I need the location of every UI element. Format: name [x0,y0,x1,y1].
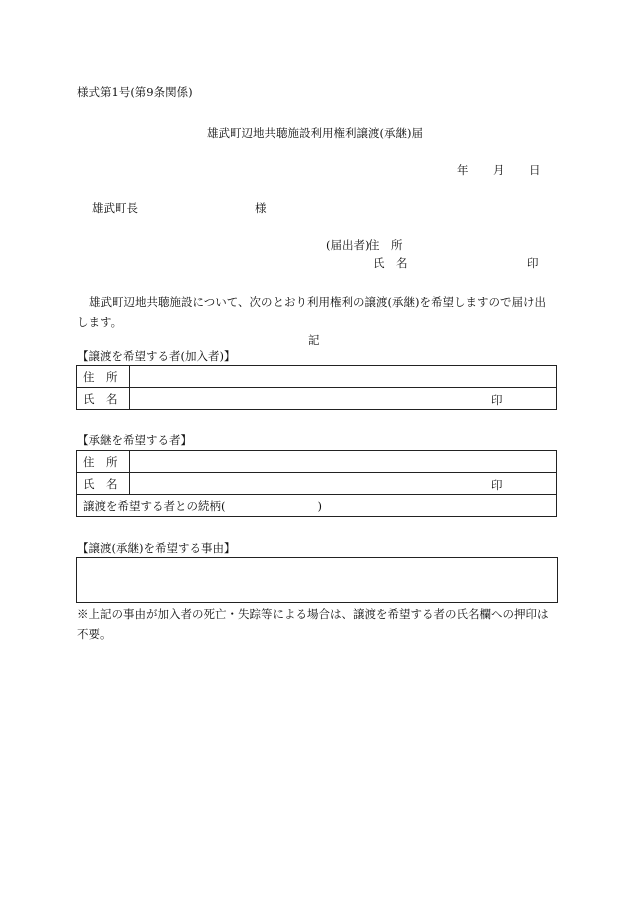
successor-address-label: 住 所 [77,451,130,473]
document-title: 雄武町辺地共聴施設利用権利譲渡(承継)届 [207,126,423,140]
footnote: ※上記の事由が加入者の死亡・失踪等による場合は、譲渡を希望する者の氏名欄への押印は不要。 [77,607,549,641]
ki-heading: 記 [308,333,320,347]
relation-label: 譲渡を希望する者との続柄( [83,498,226,513]
transferor-name-field[interactable] [130,388,557,410]
successor-name-row [77,473,557,495]
successor-address-row [77,451,557,473]
successor-name-label: 氏 名 [77,473,130,495]
transferor-address-label: 住 所 [77,366,130,388]
notifier-label: (届出者) [326,238,370,252]
body-paragraph: 雄武町辺地共聴施設について、次のとおり利用権利の譲渡(承継)を希望しますので届け出します。 [77,295,547,329]
notifier-address-label: 住 所 [368,238,403,252]
successor-relation-row [77,495,557,517]
successor-name-field[interactable] [130,473,557,495]
addressee-honorific: 様 [255,201,267,215]
date-year-label: 年 [457,163,469,177]
reason-heading: 【譲渡(承継)を希望する事由】 [77,541,236,555]
successor-seal-mark: 印 [491,478,503,492]
transferor-address-field[interactable] [130,366,557,388]
successor-heading: 【承継を希望する者】 [77,433,192,447]
transferor-heading: 【譲渡を希望する者(加入者)】 [77,349,236,363]
date-day-label: 日 [529,163,541,177]
transferor-table [76,365,557,410]
successor-relation-field[interactable] [77,495,557,517]
notifier-seal-mark: 印 [527,256,539,270]
reason-field[interactable] [76,557,558,603]
date-month-label: 月 [493,163,505,177]
notifier-name-label: 氏 名 [373,256,408,270]
relation-close-paren: ) [317,498,322,513]
transferor-name-label: 氏 名 [77,388,130,410]
successor-table [76,450,557,517]
transferor-name-row [77,388,557,410]
form-number: 様式第1号(第9条関係) [77,85,193,99]
transferor-seal-mark: 印 [491,393,503,407]
addressee-name: 雄武町長 [92,201,138,215]
transferor-address-row [77,366,557,388]
successor-address-field[interactable] [130,451,557,473]
